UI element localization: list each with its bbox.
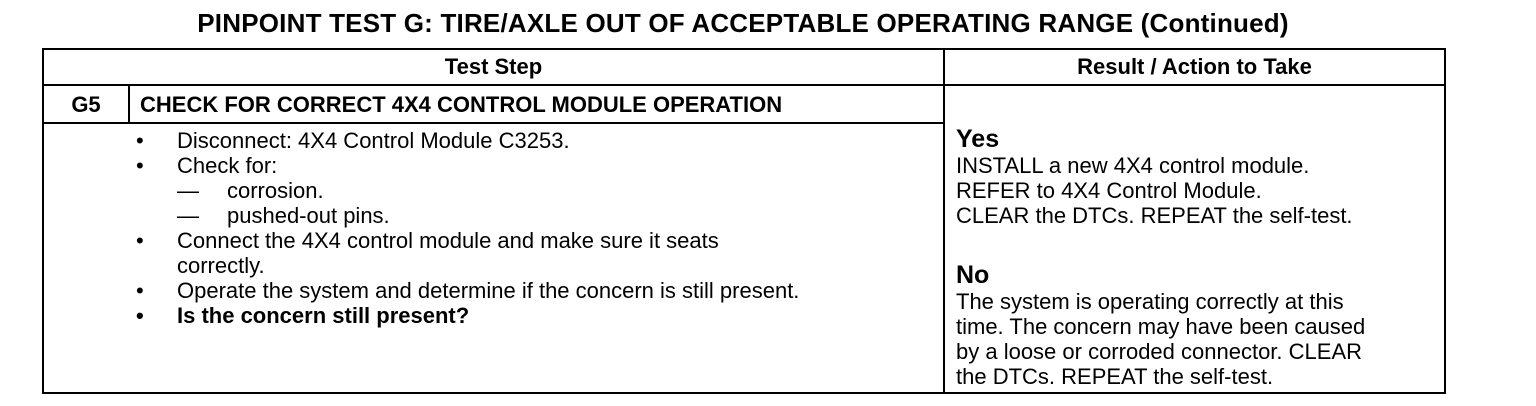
bullet-icon: •	[136, 228, 144, 253]
bullet-icon: •	[136, 153, 144, 178]
list-item	[136, 128, 936, 153]
column-divider	[943, 50, 945, 392]
header-test-step: Test Step	[444, 54, 543, 79]
instruction-text: correctly.	[177, 253, 265, 278]
sub-list-item	[136, 178, 936, 203]
result-no-line: time. The concern may have been caused	[956, 314, 1366, 339]
list-item	[136, 228, 936, 253]
step-title: CHECK FOR CORRECT 4X4 CONTROL MODULE OPERATION	[140, 92, 783, 117]
dash-icon: —	[177, 203, 199, 228]
list-item-continuation	[136, 253, 936, 278]
result-yes	[956, 126, 1436, 228]
result-yes-line: REFER to 4X4 Control Module.	[956, 178, 1262, 203]
page-title: PINPOINT TEST G: TIRE/AXLE OUT OF ACCEPTABLE OPERATING RANGE (Continued)	[197, 8, 1289, 38]
result-yes-line: INSTALL a new 4X4 control module.	[956, 153, 1310, 178]
instruction-text: Check for:	[177, 153, 278, 178]
step-title-divider	[44, 122, 943, 124]
list-item	[136, 153, 936, 178]
result-no-line: the DTCs. REPEAT the self-test.	[956, 364, 1274, 389]
bullet-icon: •	[136, 278, 144, 303]
instruction-text: Disconnect: 4X4 Control Module C3253.	[177, 128, 570, 153]
result-yes-line: CLEAR the DTCs. REPEAT the self-test.	[956, 203, 1353, 228]
step-id-divider	[128, 84, 130, 122]
header-result-action: Result / Action to Take	[1077, 54, 1312, 79]
instruction-subtext: corrosion.	[227, 178, 324, 203]
sub-list-item	[136, 203, 936, 228]
result-no-label: No	[956, 261, 990, 289]
dash-icon: —	[177, 178, 199, 203]
result-no	[956, 262, 1436, 389]
question-text: Is the concern still present?	[177, 303, 470, 328]
list-item	[136, 278, 936, 303]
header-divider	[44, 84, 1444, 86]
step-id: G5	[71, 92, 101, 117]
result-no-line: by a loose or corroded connector. CLEAR	[956, 339, 1363, 364]
step-instructions	[136, 128, 936, 328]
instruction-subtext: pushed-out pins.	[227, 203, 390, 228]
bullet-icon: •	[136, 128, 144, 153]
result-no-line: The system is operating correctly at this	[956, 289, 1344, 314]
list-item	[136, 303, 936, 328]
instruction-text: Operate the system and determine if the concern is still present.	[177, 278, 800, 303]
result-yes-label: Yes	[956, 125, 1000, 153]
pinpoint-test-table	[42, 48, 1446, 394]
instruction-text: Connect the 4X4 control module and make sure it seats	[177, 228, 719, 253]
bullet-icon: •	[136, 303, 144, 328]
